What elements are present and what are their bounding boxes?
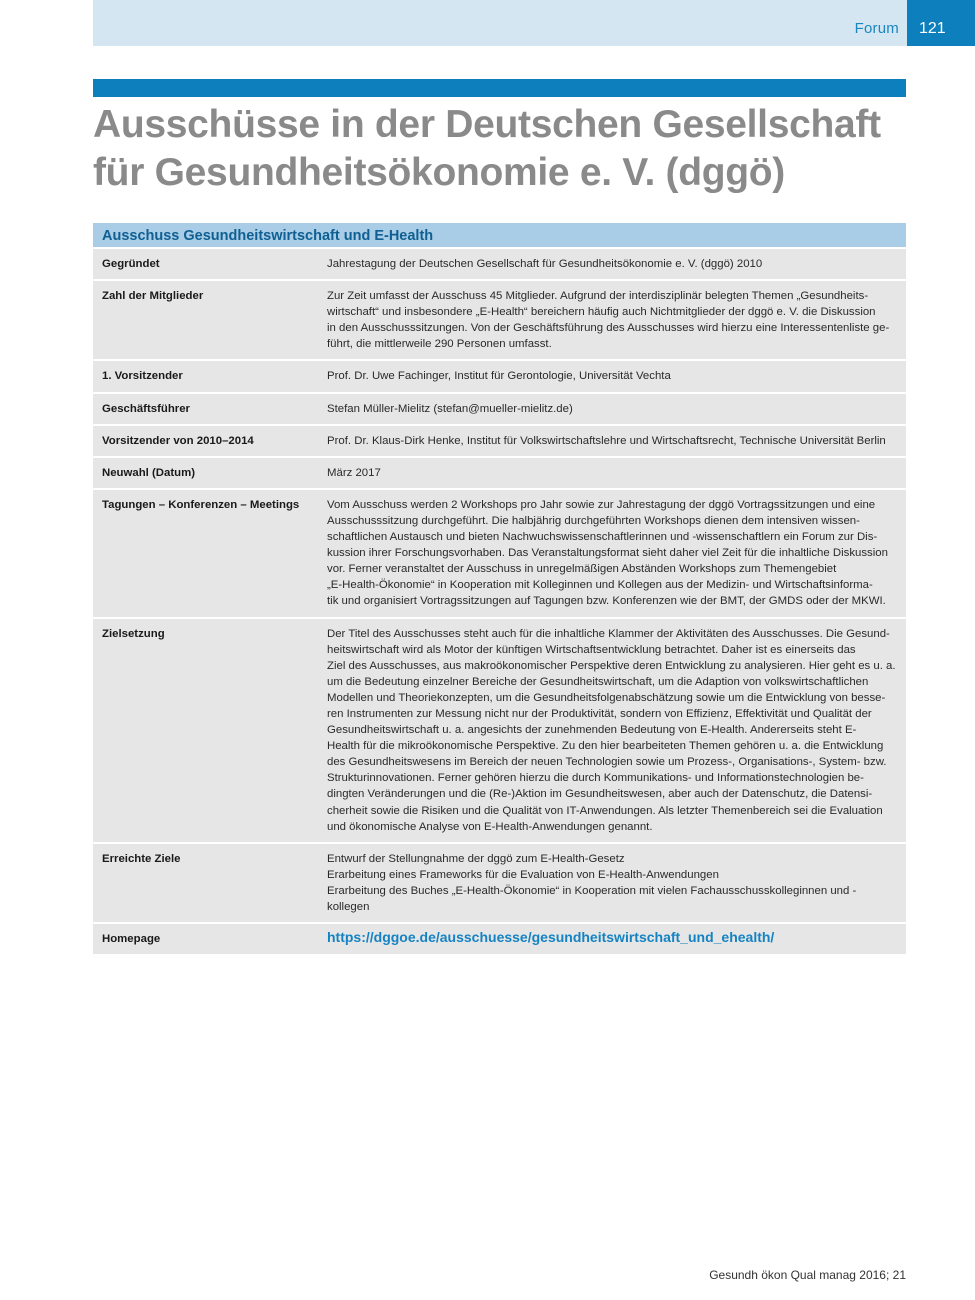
row-label: Erreichte Ziele [102, 852, 181, 865]
table-row-tagungen [93, 488, 906, 617]
table-row-gegruendet [93, 247, 906, 279]
table-row-erreichte-ziele [93, 842, 906, 922]
page-number: 121 [919, 20, 946, 37]
journal-citation: Gesundh ökon Qual manag 2016; 21 [709, 1268, 906, 1282]
header-section-label: Forum [854, 20, 899, 37]
row-value: Vom Ausschuss werden 2 Workshops pro Jahr sowie zur Jahrestagung der dggö Vortragssitzungen und eine Ausschusssitzung durchgeführt. Die halbjährig durchgeführten Workshops dienen dem intensiven wissen- schaftlichen Austausch und bieten Nachwuchswissenschaftlerinnen und -wissenschaftlern ein Forum zur Dis- kussion ihrer Forschungsvorhaben. Das Veranstaltungsformat sieht daher viel Zeit für die inhaltliche Diskussion vor. Ferner veranstaltet der Ausschuss in unregelmäßigen Abständen Workshops zum Themengebiet „E-Health-Ökonomie“ in Kooperation mit Kolleginnen und Kollegen aus der Medizin- und Wirtschaftsinforma- tik und organisiert Vortragssitzungen auf Tagungen bzw. Konferenzen wie der BMT, der GMDS oder der MKWI. [327, 498, 888, 608]
page-number-box [907, 0, 975, 46]
table-row-mitglieder [93, 279, 906, 359]
row-value: Zur Zeit umfasst der Ausschuss 45 Mitglieder. Aufgrund der interdisziplinär belegten Themen „Gesundheits- wirtschaft“ und insbesondere „E-Health“ bereichern häufig auch Nichtmitglieder der dggö e. V. die Diskussion in den Ausschusssitzungen. Von der Geschäftsführung des Ausschusses wird hierzu eine Interessentenliste ge- führt, die mittlerweile 290 Personen umfasst. [327, 290, 890, 351]
row-value: Prof. Dr. Uwe Fachinger, Institut für Gerontologie, Universität Vechta [327, 370, 671, 383]
title-accent-bar [93, 79, 906, 97]
table-row-vorsitzender-2010-2014 [93, 424, 906, 456]
table-row-zielsetzung [93, 617, 906, 842]
row-label: Zielsetzung [102, 627, 165, 640]
row-value: Jahrestagung der Deutschen Gesellschaft für Gesundheitsökonomie e. V. (dggö) 2010 [327, 258, 763, 270]
committee-table [93, 223, 906, 954]
table-caption: Ausschuss Gesundheitswirtschaft und E-Health [93, 223, 906, 247]
row-value: Prof. Dr. Klaus-Dirk Henke, Institut für Volkswirtschaftslehre und Wirtschaftsrecht, Technische Universität Berlin [327, 434, 886, 447]
table-row-homepage [93, 922, 906, 954]
row-value: Der Titel des Ausschusses steht auch für die inhaltliche Klammer der Aktivitäten des Ausschusses. Die Gesund- heitswirtschaft wird als Motor der künftigen Wirtschaftsentwicklung betrachtet. Daher ist es einerseits das Ziel des Ausschusses, aus makroökonomischer Perspektive deren Entwicklung zu analysieren. Hier geht es u. a. um die Bedeutung einzelner Bereiche der Gesundheitswirtschaft, um die Adaption von volkswirtschaftlichen Modellen und Theoriekonzepten, um die Gesundheitsfolgenabschätzung sowie um die Entwicklung von besse- ren Instrumenten zur Messung nicht nur der Produktivität, sondern von Effizienz, Effektivität und Qualität der Gesundheitswirtschaft u. a. angesichts der zunehmenden Bedeutung von E-Health. Andererseits steht E- Health für die mikroökonomische Perspektive. Zu den hier bearbeiteten Themen gehören u. a. die Entwicklung des Gesundheitswesens im Bereich der neuen Technologien sowie um Prozess-, Organisations-, System- bzw. Strukturinnovationen. Ferner gehören hierzu die durch Kommunikations- und Informationstechnologien be- dingten Veränderungen und die (Re-)Aktion im Gesundheitswesen, aber auch der Datenschutz, die Datensi- cherheit sowie die Risiken und die Qualität von IT-Anwendungen. Als letzter Themenbereich sei die Evaluation und ökonomische Analyse von E-Health-Anwendungen genannt. [327, 627, 896, 833]
page-title: Ausschüsse in der Deutschen Gesellschaft für Gesundheitsökonomie e. V. (dggö) [93, 103, 881, 194]
row-value: Entwurf der Stellungnahme der dggö zum E-Health-Gesetz Erarbeitung eines Frameworks für die Evaluation von E-Health-Anwendungen Erarbeitung des Buches „E-Health-Ökonomie“ in Kooperation mit vielen Fachausschusskolleginnen und -kollegen [327, 852, 857, 913]
row-value: Stefan Müller-Mielitz (stefan@mueller-mielitz.de) [327, 402, 573, 415]
table-row-vorsitzender [93, 359, 906, 391]
table-row-neuwahl [93, 456, 906, 488]
row-label: Vorsitzender von 2010–2014 [102, 434, 254, 447]
row-label: 1. Vorsitzender [102, 370, 183, 383]
row-label: Gegründet [102, 258, 160, 270]
row-label: Geschäftsführer [102, 402, 190, 415]
row-label: Tagungen – Konferenzen – Meetings [102, 498, 300, 511]
row-label: Zahl der Mitglieder [102, 290, 204, 303]
row-value: März 2017 [327, 466, 381, 479]
header-bar [93, 0, 907, 46]
row-label: Neuwahl (Datum) [102, 466, 196, 479]
homepage-link[interactable]: https://dggoe.de/ausschuesse/gesundheitswirtschaft_und_ehealth/ [327, 929, 775, 946]
row-label: Homepage [102, 933, 161, 946]
table-row-geschaeftsfuehrer [93, 392, 906, 424]
